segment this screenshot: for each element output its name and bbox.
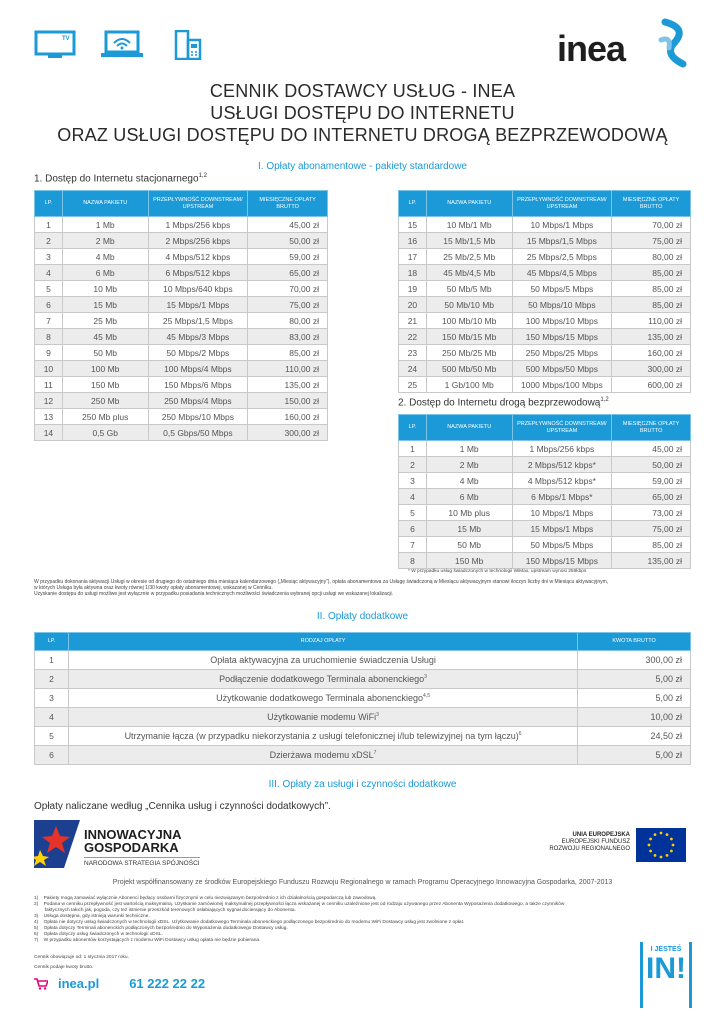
table-row	[399, 265, 691, 281]
cell-package: 10 Mb plus	[426, 505, 512, 521]
subsection-wireless-label: 2. Dostęp do Internetu drogą bezprzewodową	[398, 397, 601, 409]
cell-lp: 5	[35, 727, 69, 746]
table-row	[399, 281, 691, 297]
cell-throughput: 2 Mbps/256 kbps	[148, 233, 248, 249]
inea-swirl-icon	[657, 18, 693, 68]
col-lp: LP.	[399, 415, 427, 441]
footnote-line: 6) Opłata dotyczy usług świadczonych w technologii xDSL.	[34, 932, 163, 937]
stationary-price-table-left	[34, 190, 328, 441]
cell-throughput: 4 Mbps/512 kbps*	[512, 473, 612, 489]
cell-lp: 11	[35, 377, 63, 393]
cell-lp: 19	[399, 281, 427, 297]
cell-price: 83,00 zł	[248, 329, 328, 345]
gross-note: Cennik podaje kwoty brutto.	[34, 965, 94, 970]
activation-note	[34, 579, 694, 597]
cell-fee-type: Podłączenie dodatkowego Terminala abonenckiego$^3$	[68, 670, 577, 689]
activation-note-line: W przypadku dokonania aktywacji Usługi w okresie od drugiego do ostatniego dnia miesiąca kalendarzowego („Miesiąc aktywacyjny”), opłata abonamentowa za Usługę świadczoną w Miesiącu aktywacyjnym stanowi iloczyn liczby dni w Miesiącu aktywacyjnym,	[34, 579, 609, 585]
cell-price: 85,00 zł	[612, 281, 691, 297]
ig-line-2: GOSPODARKA	[84, 840, 179, 855]
cell-price: 45,00 zł	[248, 217, 328, 233]
table-row	[399, 345, 691, 361]
cell-throughput: 25 Mbps/1,5 Mbps	[148, 313, 248, 329]
cell-package: 100 Mb	[62, 361, 148, 377]
ue-line-2: EUROPEJSKI FUNDUSZ	[561, 839, 630, 845]
cell-throughput: 1 Mbps/256 kbps	[512, 441, 612, 457]
cell-price: 50,00 zł	[248, 233, 328, 249]
cofinance-note: Projekt współfinansowany ze środków Europejskiego Funduszu Rozwoju Regionalnego w ramach Programu Operacyjnego Innowacyjna Gospodarka, 2007-2013	[112, 879, 613, 886]
title-line-2: USŁUGI DOSTĘPU DO INTERNETU	[210, 103, 515, 123]
cell-lp: 2	[35, 233, 63, 249]
col-price: MIESIĘCZNE OPŁATY BRUTTO	[612, 191, 691, 217]
fee-footnote-ref: 7	[373, 750, 377, 756]
col-package: NAZWA PAKIETU	[426, 191, 512, 217]
cell-throughput: 250 Mbps/25 Mbps	[512, 345, 612, 361]
cell-lp: 5	[399, 505, 427, 521]
cell-price: 75,00 zł	[612, 233, 691, 249]
cell-throughput: 50 Mbps/2 Mbps	[148, 345, 248, 361]
cell-lp: 7	[35, 313, 63, 329]
cell-lp: 21	[399, 313, 427, 329]
cell-fee-type: Opłata aktywacyjna za uruchomienie świadczenia Usługi	[68, 651, 577, 670]
cell-package: 1 Mb	[62, 217, 148, 233]
cell-lp: 20	[399, 297, 427, 313]
cell-price: 85,00 zł	[248, 345, 328, 361]
col-package: NAZWA PAKIETU	[426, 415, 512, 441]
cell-package: 150 Mb	[426, 553, 512, 569]
cell-lp: 17	[399, 249, 427, 265]
cell-lp: 8	[399, 553, 427, 569]
table-row	[399, 233, 691, 249]
cell-package: 50 Mb/5 Mb	[426, 281, 512, 297]
cell-throughput: 15 Mbps/1 Mbps	[512, 521, 612, 537]
website-link[interactable]: inea.pl	[58, 976, 100, 991]
table-row	[35, 345, 328, 361]
cell-package: 250 Mb	[62, 393, 148, 409]
cell-throughput: 1000 Mbps/100 Mbps	[512, 377, 612, 393]
cell-throughput: 45 Mbps/4,5 Mbps	[512, 265, 612, 281]
stationary-price-table-right	[398, 190, 691, 393]
cell-throughput: 25 Mbps/2,5 Mbps	[512, 249, 612, 265]
subsection-wireless	[398, 397, 609, 408]
footnotes	[34, 896, 634, 944]
table-row	[399, 361, 691, 377]
cell-package: 15 Mb	[426, 521, 512, 537]
ig-emblem-icon	[34, 820, 80, 868]
cell-lp: 22	[399, 329, 427, 345]
validity-note: Cennik obowiązuje od: 1 stycznia 2017 roku.	[34, 955, 129, 960]
section-2-heading: II. Opłaty dodatkowe	[316, 611, 409, 622]
cell-package: 50 Mb	[426, 537, 512, 553]
cell-price: 150,00 zł	[248, 393, 328, 409]
cell-fee-type: Użytkowanie dodatkowego Terminala abonenckiego$^{4,5}$	[68, 689, 577, 708]
cell-price: 135,00 zł	[612, 329, 691, 345]
ue-line-3: ROZWOJU REGIONALNEGO	[549, 846, 630, 852]
cell-amount: 5,00 zł	[578, 689, 691, 708]
tv-icon	[34, 30, 78, 60]
cell-amount: 300,00 zł	[578, 651, 691, 670]
cell-throughput: 500 Mbps/50 Mbps	[512, 361, 612, 377]
table-row	[399, 329, 691, 345]
cell-package: 25 Mb/2,5 Mb	[426, 249, 512, 265]
additional-fees-table	[34, 632, 691, 765]
cell-throughput: 15 Mbps/1,5 Mbps	[512, 233, 612, 249]
jestes-in-badge	[640, 942, 692, 1008]
table-row	[35, 377, 328, 393]
table-row	[35, 746, 691, 765]
table-row	[35, 361, 328, 377]
table-row	[399, 217, 691, 233]
eu-flag-icon	[636, 828, 686, 862]
table-row	[35, 329, 328, 345]
cell-throughput: 250 Mbps/10 Mbps	[148, 409, 248, 425]
cell-lp: 6	[35, 297, 63, 313]
laptop-wifi-icon	[100, 30, 144, 60]
cell-lp: 1	[35, 217, 63, 233]
col-price: MIESIĘCZNE OPŁATY BRUTTO	[248, 191, 328, 217]
table-row	[399, 553, 691, 569]
phone-icon	[166, 30, 210, 60]
cell-package: 150 Mb/15 Mb	[426, 329, 512, 345]
cell-package: 250 Mb plus	[62, 409, 148, 425]
fee-footnote-ref: 3	[424, 674, 427, 680]
cell-amount: 5,00 zł	[578, 670, 691, 689]
section-1-heading: I. Opłaty abonamentowe - pakiety standardowe	[257, 161, 467, 172]
table-row	[35, 265, 328, 281]
cell-package: 1 Gb/100 Mb	[426, 377, 512, 393]
cell-package: 4 Mb	[426, 473, 512, 489]
subsection-stationary-sup: 1,2	[198, 173, 207, 179]
footnote-line: faktycznych takich jak, pogoda, czy też istnienie przeszkód terenowych osłabiających sygnał docierający do Abonenta.	[34, 908, 296, 913]
cell-package: 6 Mb	[62, 265, 148, 281]
cell-lp: 3	[35, 249, 63, 265]
col-amount: KWOTA BRUTTO	[578, 633, 691, 651]
cell-lp: 2	[35, 670, 69, 689]
svg-text:TV: TV	[62, 36, 70, 42]
table-row	[399, 313, 691, 329]
cell-package: 25 Mb	[62, 313, 148, 329]
cell-price: 45,00 zł	[612, 441, 691, 457]
cell-throughput: 6 Mbps/512 kbps	[148, 265, 248, 281]
ue-line-1: UNIA EUROPEJSKA	[572, 832, 630, 838]
table-row	[399, 249, 691, 265]
cell-amount: 10,00 zł	[578, 708, 691, 727]
cell-lp: 24	[399, 361, 427, 377]
page-title	[0, 80, 725, 146]
cell-price: 135,00 zł	[612, 553, 691, 569]
footnote-line: 7) W przypadku abonentów korzystających z modemu WiFi Dostawcy usług opłata nie będzie pobierana.	[34, 938, 261, 943]
contact-bar	[34, 976, 205, 991]
cell-throughput: 150 Mbps/6 Mbps	[148, 377, 248, 393]
badge-line-1: I JESTEŚ	[650, 946, 682, 953]
activation-note-line: w których Usługa była aktywna oraz kwoty równej 1/30 kwoty opłaty abonamentowej, wskazanej w Cenniku.	[34, 585, 273, 591]
cell-package: 2 Mb	[426, 457, 512, 473]
cell-lp: 4	[35, 265, 63, 281]
cell-fee-type: Dzierżawa modemu xDSL$^7$	[68, 746, 577, 765]
cell-price: 80,00 zł	[612, 249, 691, 265]
subsection-stationary	[34, 173, 207, 184]
activation-note-line: Uzyskanie dostępu do usługi możliwe jest wyłącznie w przypadku posiadania technicznych możliwości świadczenia wybranej opcji usługi we wskazanej lokalizacji.	[34, 591, 394, 597]
footnote-line: 2) Podana w cenniku przepływność jest wartością maksymalną. Uzyskanie zamówionej maksymalnej przepływności łącza wskazanej w cenniku uzależnione jest od rodzaju używanego przez Abonenta Wyposażenia dodatkowego, a także czynników	[34, 902, 565, 907]
cell-lp: 25	[399, 377, 427, 393]
innovative-economy-logo	[34, 820, 234, 872]
cell-throughput: 45 Mbps/3 Mbps	[148, 329, 248, 345]
col-package: NAZWA PAKIETU	[62, 191, 148, 217]
cell-package: 15 Mb/1,5 Mb	[426, 233, 512, 249]
table-row	[35, 233, 328, 249]
cell-price: 75,00 zł	[612, 521, 691, 537]
cell-package: 1 Mb	[426, 441, 512, 457]
cell-throughput: 250 Mbps/4 Mbps	[148, 393, 248, 409]
table-row	[35, 281, 328, 297]
col-fee-type: RODZAJ OPŁATY	[68, 633, 577, 651]
cell-throughput: 10 Mbps/1 Mbps	[512, 217, 612, 233]
inea-logo	[557, 14, 697, 72]
cell-throughput: 1 Mbps/256 kbps	[148, 217, 248, 233]
cell-throughput: 15 Mbps/1 Mbps	[148, 297, 248, 313]
table-row	[399, 441, 691, 457]
cell-package: 10 Mb/1 Mb	[426, 217, 512, 233]
cell-price: 80,00 zł	[248, 313, 328, 329]
col-lp: LP.	[35, 633, 69, 651]
title-line-1: CENNIK DOSTAWCY USŁUG - INEA	[209, 81, 516, 101]
section-3-text: Opłaty naliczane według „Cennika usług i czynności dodatkowych”.	[34, 801, 331, 812]
table-row	[35, 249, 328, 265]
cell-lp: 14	[35, 425, 63, 441]
table-row	[35, 425, 328, 441]
cell-throughput: 150 Mbps/15 Mbps	[512, 553, 612, 569]
cell-package: 45 Mb	[62, 329, 148, 345]
cell-throughput: 100 Mbps/4 Mbps	[148, 361, 248, 377]
cell-price: 59,00 zł	[612, 473, 691, 489]
table-row	[399, 521, 691, 537]
table-row	[35, 670, 691, 689]
cell-lp: 6	[399, 521, 427, 537]
cell-package: 45 Mb/4,5 Mb	[426, 265, 512, 281]
table-row	[35, 217, 328, 233]
cell-package: 10 Mb	[62, 281, 148, 297]
service-icons	[34, 30, 210, 60]
ig-line-1: INNOWACYJNA	[84, 827, 182, 842]
cell-fee-type: Utrzymanie łącza (w przypadku niekorzystania z usługi telefonicznej i/lub telewizyjnej na tym łączu)$^6$	[68, 727, 577, 746]
cell-lp: 3	[35, 689, 69, 708]
table-row	[35, 727, 691, 746]
badge-line-2: IN!	[646, 952, 686, 985]
cell-price: 110,00 zł	[612, 313, 691, 329]
cell-throughput: 4 Mbps/512 kbps	[148, 249, 248, 265]
subsection-wireless-sup: 1,2	[600, 397, 609, 403]
cell-package: 15 Mb	[62, 297, 148, 313]
table-row	[399, 377, 691, 393]
cell-throughput: 150 Mbps/15 Mbps	[512, 329, 612, 345]
cell-price: 50,00 zł	[612, 457, 691, 473]
cell-throughput: 0,5 Gbps/50 Mbps	[148, 425, 248, 441]
cell-price: 160,00 zł	[612, 345, 691, 361]
fee-footnote-ref: 6	[518, 731, 522, 737]
wireless-price-table	[398, 414, 691, 569]
cell-price: 110,00 zł	[248, 361, 328, 377]
cell-package: 2 Mb	[62, 233, 148, 249]
cell-price: 300,00 zł	[612, 361, 691, 377]
section-3-heading: III. Opłaty za usługi i czynności dodatkowe	[268, 779, 457, 790]
table-row	[35, 708, 691, 727]
cell-lp: 9	[35, 345, 63, 361]
cell-price: 300,00 zł	[248, 425, 328, 441]
cell-lp: 13	[35, 409, 63, 425]
cell-price: 73,00 zł	[612, 505, 691, 521]
footnote-line: 4) Opłata nie dotyczy usług świadczonych w technologii xDSL. Użytkowanie dodatkowego Terminala abonenckiego podłączonego bezpośrednio do modemu WiFi Dostawcy usług jest zwolnione z opłat.	[34, 920, 465, 925]
table-row	[399, 489, 691, 505]
cell-amount: 5,00 zł	[578, 746, 691, 765]
brand-name: inea	[557, 28, 626, 69]
table-row	[399, 473, 691, 489]
fee-footnote-ref: 4,5	[423, 693, 430, 699]
col-throughput: PRZEPŁYWNOŚĆ DOWNSTREAM/ UPSTREAM	[512, 415, 612, 441]
cell-package: 250 Mb/25 Mb	[426, 345, 512, 361]
cell-price: 70,00 zł	[612, 217, 691, 233]
cell-lp: 2	[399, 457, 427, 473]
cell-lp: 18	[399, 265, 427, 281]
table-row	[399, 505, 691, 521]
table-row	[399, 457, 691, 473]
eu-logo	[540, 828, 690, 864]
cell-package: 6 Mb	[426, 489, 512, 505]
cell-lp: 1	[35, 651, 69, 670]
cell-price: 85,00 zł	[612, 537, 691, 553]
cell-lp: 15	[399, 217, 427, 233]
cell-throughput: 50 Mbps/5 Mbps	[512, 537, 612, 553]
cell-price: 65,00 zł	[248, 265, 328, 281]
table-row	[399, 537, 691, 553]
cell-package: 100 Mb/10 Mb	[426, 313, 512, 329]
cell-amount: 24,50 zł	[578, 727, 691, 746]
cell-package: 4 Mb	[62, 249, 148, 265]
ig-line-3: NARODOWA STRATEGIA SPÓJNOŚCI	[84, 857, 200, 867]
cell-price: 85,00 zł	[612, 297, 691, 313]
cell-lp: 12	[35, 393, 63, 409]
cell-price: 85,00 zł	[612, 265, 691, 281]
footnote-line: 3) Usługa dostępna, gdy istnieją warunki techniczne.	[34, 914, 150, 919]
cell-lp: 3	[399, 473, 427, 489]
footnote-line: 1) Pakiety mogą zamawiać wyłącznie Abonenci będący osobami fizycznymi w celu niezwiązanym bezpośrednio z ich działalnością gospodarczą lub zawodową.	[34, 896, 377, 901]
cell-price: 65,00 zł	[612, 489, 691, 505]
footnote-line: 5) Opłata dotyczy Terminali abonenckich podłączonych bezpośrednio do Wyposażenia dodatkowego Dostawcy usług.	[34, 926, 288, 931]
col-throughput: PRZEPŁYWNOŚĆ DOWNSTREAM/ UPSTREAM	[512, 191, 612, 217]
cart-icon	[34, 978, 48, 990]
cell-lp: 5	[35, 281, 63, 297]
cell-price: 135,00 zł	[248, 377, 328, 393]
cell-lp: 16	[399, 233, 427, 249]
table-row	[35, 651, 691, 670]
cell-fee-type: Użytkowanie modemu WiFi$^3$	[68, 708, 577, 727]
cell-throughput: 50 Mbps/10 Mbps	[512, 297, 612, 313]
cell-throughput: 2 Mbps/512 kbps*	[512, 457, 612, 473]
col-price: MIESIĘCZNE OPŁATY BRUTTO	[612, 415, 691, 441]
cell-package: 50 Mb	[62, 345, 148, 361]
table-row	[399, 297, 691, 313]
col-lp: LP.	[399, 191, 427, 217]
table-row	[35, 393, 328, 409]
col-throughput: PRZEPŁYWNOŚĆ DOWNSTREAM/ UPSTREAM	[148, 191, 248, 217]
phone-number[interactable]: 61 222 22 22	[129, 976, 206, 991]
subsection-stationary-label: 1. Dostęp do Internetu stacjonarnego	[34, 173, 199, 185]
cell-lp: 10	[35, 361, 63, 377]
cell-throughput: 50 Mbps/5 Mbps	[512, 281, 612, 297]
cell-lp: 1	[399, 441, 427, 457]
table-row	[35, 689, 691, 708]
cell-price: 160,00 zł	[248, 409, 328, 425]
cell-lp: 7	[399, 537, 427, 553]
cell-package: 50 Mb/10 Mb	[426, 297, 512, 313]
cell-lp: 4	[399, 489, 427, 505]
cell-package: 0,5 Gb	[62, 425, 148, 441]
cell-throughput: 6 Mbps/1 Mbps*	[512, 489, 612, 505]
cell-lp: 6	[35, 746, 69, 765]
cell-throughput: 10 Mbps/1 Mbps	[512, 505, 612, 521]
table-row	[35, 313, 328, 329]
wimax-note: * W przypadku usług świadczonych w technologii WiMax, upstream wynosi 256kbps	[408, 569, 587, 574]
cell-lp: 8	[35, 329, 63, 345]
cell-price: 600,00 zł	[612, 377, 691, 393]
title-line-3: ORAZ USŁUGI DOSTĘPU DO INTERNETU DROGĄ BEZPRZEWODOWĄ	[57, 125, 668, 145]
cell-price: 75,00 zł	[248, 297, 328, 313]
col-lp: LP.	[35, 191, 63, 217]
cell-package: 150 Mb	[62, 377, 148, 393]
fee-footnote-ref: 3	[376, 712, 379, 718]
cell-package: 500 Mb/50 Mb	[426, 361, 512, 377]
cell-price: 59,00 zł	[248, 249, 328, 265]
cell-throughput: 100 Mbps/10 Mbps	[512, 313, 612, 329]
cell-lp: 4	[35, 708, 69, 727]
cell-throughput: 10 Mbps/640 kbps	[148, 281, 248, 297]
table-row	[35, 297, 328, 313]
cell-price: 70,00 zł	[248, 281, 328, 297]
table-row	[35, 409, 328, 425]
cell-lp: 23	[399, 345, 427, 361]
